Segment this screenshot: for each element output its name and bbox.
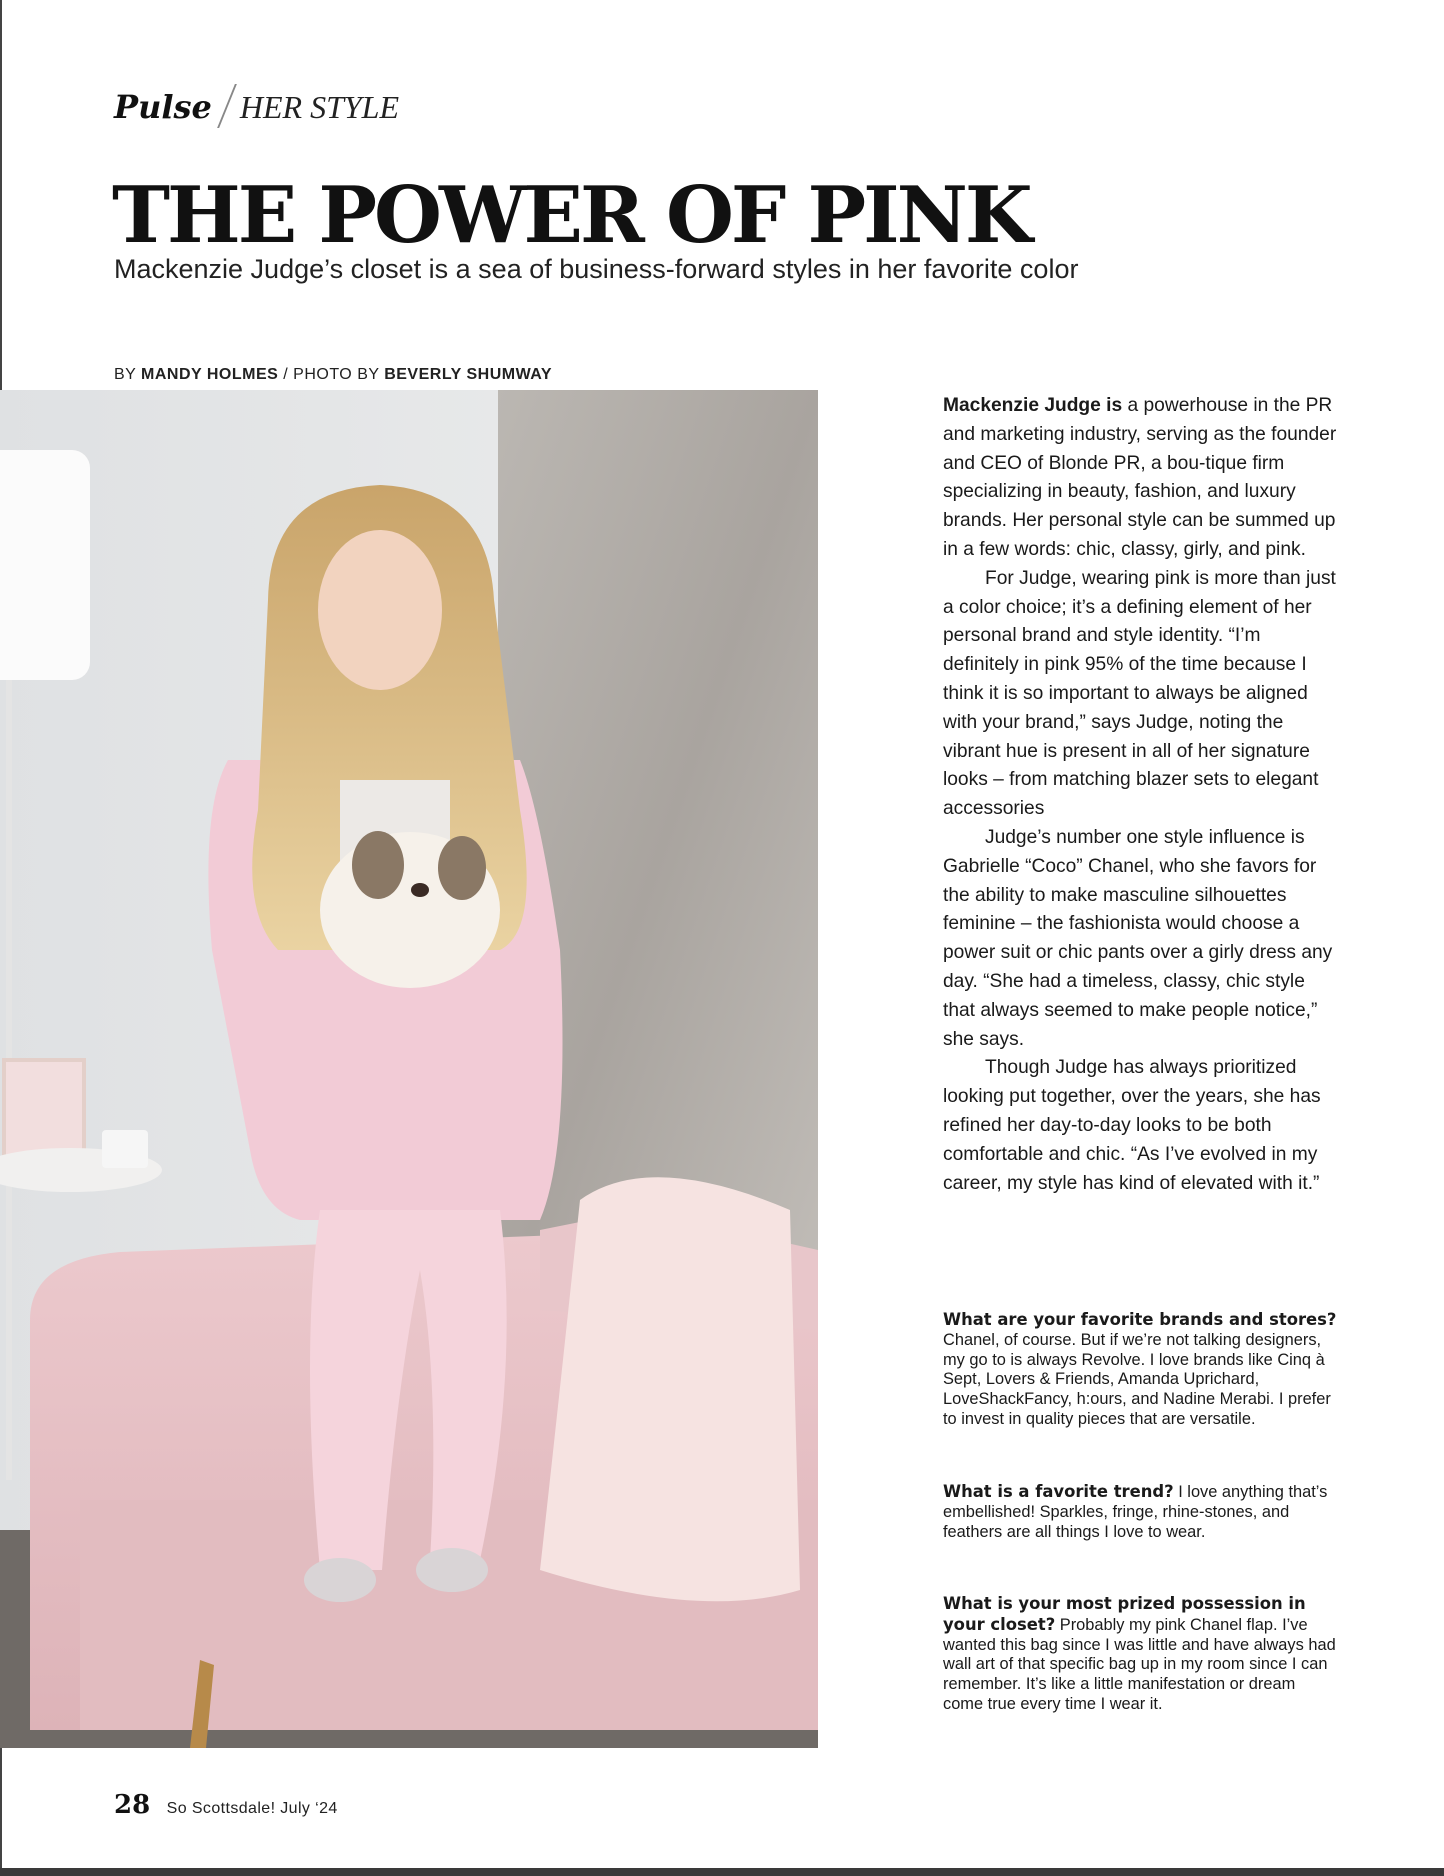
byline — [114, 366, 552, 384]
face — [318, 530, 442, 690]
qa-answer: Probably my pink Chanel flap. I’ve wanted this bag since I was little and have always had wall art of that specific bag up in my room since I can remember. It’s like a little manifestation or dream come true every time I wear it. — [943, 1615, 1336, 1713]
sparkle-shoe — [304, 1558, 376, 1602]
qa-answer: I love anything that’s embellished! Sparkles, fringe, rhine-stones, and feathers are all things I love to wear. — [943, 1483, 1328, 1541]
byline-author: MANDY HOLMES — [141, 366, 279, 383]
wall-art-frame — [4, 1060, 84, 1160]
section-tag — [114, 84, 399, 128]
body-paragraph: For Judge, wearing pink is more than just a color choice; it’s a defining element of her personal brand and style identity. “I’m definitely in pink 95% of the time because I think it is so important to always be aligned with your brand,” says Judge, noting the vibrant hue is present in all of her signature looks – from matching blazer sets to elegant accessories — [943, 567, 1336, 820]
qa-question: What are your favorite brands and stores? — [943, 1310, 1337, 1329]
feature-photo — [0, 390, 818, 1748]
qa-answer: Chanel, of course. But if we’re not talking designers, my go to is always Revolve. I love brands like Cinq à Sept, Lovers & Friends, Amanda Uprichard, LoveShackFancy, h:ours, and Nadine Merabi. I prefer to invest in quality pieces that are versatile. — [943, 1330, 1331, 1428]
lamp-shade — [0, 450, 90, 680]
byline-by-label: BY — [114, 366, 137, 383]
chanel-box — [102, 1130, 148, 1168]
body-paragraph — [943, 392, 1338, 565]
byline-separator: / — [283, 366, 289, 383]
body-paragraph: Judge’s number one style influence is Gabrielle “Coco” Chanel, who she favors for the ability to make masculine silhouettes feminine – the fashionista would choose a power suit or chic pants over a girly dress any day. “She had a timeless, classy, chic style that always seemed to make people notice,” she says. — [943, 826, 1333, 1050]
sparkle-shoe — [416, 1548, 488, 1592]
cream-pillow — [540, 1177, 800, 1601]
photo-illustration — [0, 390, 818, 1748]
section-name: Pulse — [114, 88, 212, 126]
byline-photo-label: PHOTO BY — [293, 366, 380, 383]
body-paragraph: Though Judge has always prioritized looking put together, over the years, she has refined her day-to-day looks to be both comfortable and chic. “As I’ve evolved in my career, my style has kind of elevated with it.” — [943, 1057, 1321, 1194]
qa-item — [943, 1310, 1338, 1430]
page-number: 28 — [114, 1790, 151, 1820]
qa-item — [943, 1594, 1338, 1715]
deck: Mackenzie Judge’s closet is a sea of business-forward styles in her favorite color — [114, 254, 1079, 284]
publication-info: So Scottsdale! July ‘24 — [166, 1800, 338, 1817]
page-footer — [114, 1790, 338, 1820]
article-body — [943, 392, 1338, 1198]
section-divider — [217, 84, 237, 128]
qa-question: What is a favorite trend? — [943, 1482, 1174, 1501]
qa-question: What is your most prized possession in your closet? — [943, 1594, 1306, 1634]
body-lead: Mackenzie Judge is — [943, 395, 1123, 416]
byline-photographer: BEVERLY SHUMWAY — [384, 366, 553, 383]
qa-item — [943, 1482, 1338, 1542]
subsection-name: HER STYLE — [239, 89, 399, 125]
body-text: a powerhouse in the PR and marketing industry, serving as the founder and CEO of Blonde PR, a bou-tique firm specializing in beauty, fashion, and luxury brands. Her personal style can be summed up in a few words: chic, classy, girly, and pink. — [943, 395, 1337, 560]
page-edge — [0, 1868, 1444, 1876]
headline: THE POWER OF PINK — [112, 170, 1030, 261]
